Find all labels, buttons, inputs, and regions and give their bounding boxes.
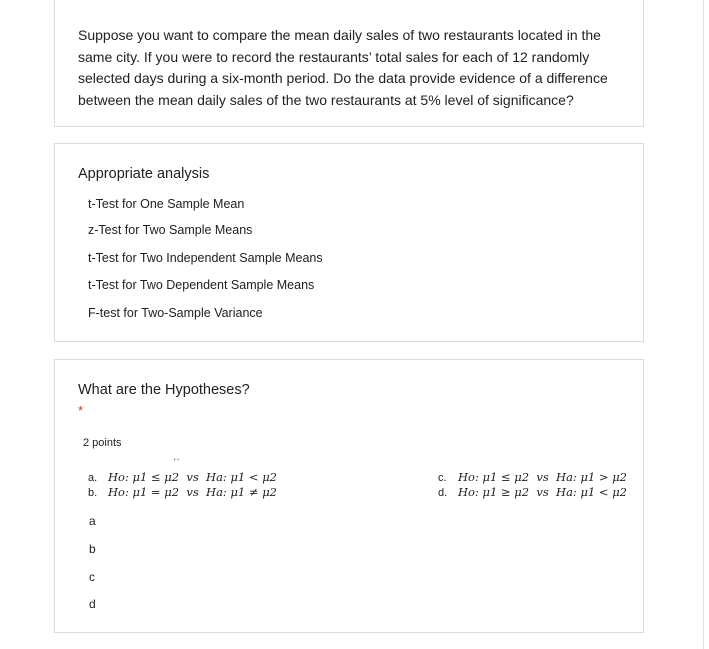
question-card-hypotheses xyxy=(54,359,644,633)
alternative-hypothesis: Ha: μ1 < μ2 xyxy=(556,485,627,499)
required-asterisk: * xyxy=(78,403,84,418)
null-hypothesis: Ho: μ1 ≤ μ2 xyxy=(458,470,530,484)
vs-word: vs xyxy=(536,485,549,499)
statement-label: c. xyxy=(438,472,447,484)
statement-label: b. xyxy=(88,487,98,499)
decorative-dots: ·· xyxy=(173,454,180,465)
null-hypothesis: Ho: μ1 ≥ μ2 xyxy=(458,485,530,499)
hypothesis-statement-a xyxy=(88,470,277,484)
analysis-option-5[interactable]: F-test for Two-Sample Variance xyxy=(88,306,263,320)
hypothesis-statement-c xyxy=(438,470,627,484)
hypothesis-choice-c[interactable]: c xyxy=(89,570,95,584)
question-card-prompt xyxy=(54,0,644,127)
question-title-hypotheses: What are the Hypotheses? xyxy=(78,382,250,398)
points-label: 2 points xyxy=(83,437,122,449)
vs-word: vs xyxy=(186,470,199,484)
hypothesis-choice-a[interactable]: a xyxy=(89,514,96,528)
hypothesis-choice-d[interactable]: d xyxy=(89,597,96,611)
null-hypothesis: Ho: μ1 = μ2 xyxy=(108,485,180,499)
vs-word: vs xyxy=(186,485,199,499)
analysis-option-2[interactable]: z-Test for Two Sample Means xyxy=(88,223,253,237)
alternative-hypothesis: Ha: μ1 < μ2 xyxy=(206,470,277,484)
hypothesis-choice-b[interactable]: b xyxy=(89,542,96,556)
analysis-option-4[interactable]: t-Test for Two Dependent Sample Means xyxy=(88,278,315,292)
statement-label: a. xyxy=(88,472,98,484)
hypothesis-statement-d xyxy=(438,485,627,499)
question-title-analysis: Appropriate analysis xyxy=(78,166,210,182)
page-edge-divider xyxy=(703,0,704,649)
question-card-analysis xyxy=(54,143,644,342)
hypothesis-statement-b xyxy=(88,485,277,499)
statement-label: d. xyxy=(438,487,448,499)
alternative-hypothesis: Ha: μ1 ≠ μ2 xyxy=(206,485,277,499)
alternative-hypothesis: Ha: μ1 > μ2 xyxy=(556,470,627,484)
analysis-option-1[interactable]: t-Test for One Sample Mean xyxy=(88,197,245,211)
analysis-option-3[interactable]: t-Test for Two Independent Sample Means xyxy=(88,251,323,265)
vs-word: vs xyxy=(536,470,549,484)
null-hypothesis: Ho: μ1 ≤ μ2 xyxy=(108,470,180,484)
question-prompt: Suppose you want to compare the mean daily sales of two restaurants located in the same city. If you were to record the restaurants’ total sales for each of 12 randomly selected days during a six-month period. Do the data provide evidence of a difference between the mean daily sales of the two restaurants at 5% level of significance? xyxy=(78,27,608,108)
